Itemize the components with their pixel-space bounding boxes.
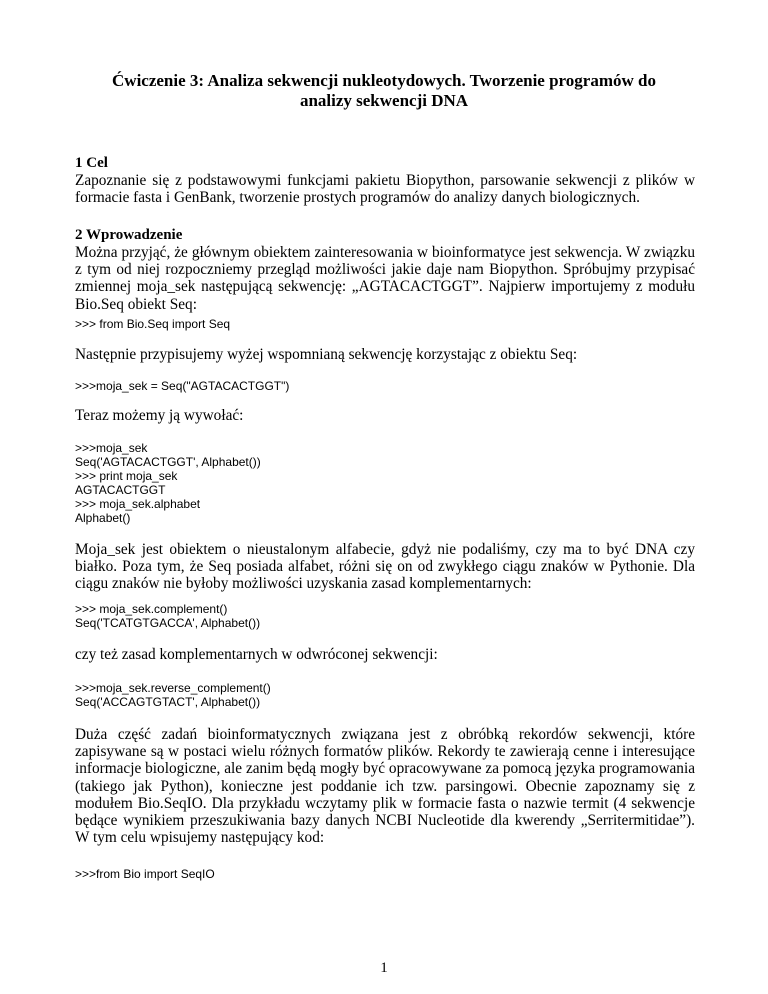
section-text: Zapoznanie się z podstawowymi funkcjami pakietu Biopython, parsowanie sekwencji z plików w formacie fasta i GenBank, tworzenie prostych programów do analizy danych biologicznych.: [75, 172, 695, 207]
paragraph: Duża część zadań bioinformatycznych związana jest z obróbką rekordów sekwencji, które zapisywane są w postaci wielu różnych formatów plików. Rekordy te zawierają cenne i interesujące informacje biologiczne, ale zanim będą mogły być opracowywane za pomocą języka programowania (takiego jak Python), konieczne jest poddanie ich tzw. parsingowi. Obecnie zapoznamy się z modułem Bio.SeqIO. Dla przykładu wczytamy plik w formacie fasta o nazwie termit (4 sekwencje będące wynikiem przeszukiwania bazy danych NCBI Nucleotide dla kwerendy „Serritermitidae”). W tym celu wpisujemy następujący kod:: [75, 726, 695, 847]
code-block: >>>from Bio import SeqIO: [75, 867, 215, 881]
paragraph: Moja_sek jest obiektem o nieustalonym alfabecie, gdyż nie podaliśmy, czy ma to być DNA czy białko. Poza tym, że Seq posiada alfabet, różni się on od zwykłego ciągu znaków w Pythonie. Dla ciągu znaków nie byłoby możliwości uzyskania zasad komplementarnych:: [75, 541, 695, 593]
code-block: >>>moja_sek = Seq("AGTACACTGGT"): [75, 379, 290, 393]
paragraph: Teraz możemy ją wywołać:: [75, 407, 244, 424]
section-text: Można przyjąć, że głównym obiektem zainteresowania w bioinformatyce jest sekwencja. W związku z tym od niej rozpoczniemy przegląd możliwości jakie daje nam Biopython. Spróbujmy przypisać zmiennej moja_sek następującą sekwencję: „AGTACACTGGT”. Najpierw importujemy z modułu Bio.Seq obiekt Seq:: [75, 244, 695, 313]
section-heading: 2 Wprowadzenie: [75, 227, 183, 243]
code-block: >>>moja_sek Seq('AGTACACTGGT', Alphabet()) >>> print moja_sek AGTACACTGGT >>> moja_sek.alphabet Alphabet(): [75, 441, 261, 525]
paragraph: czy też zasad komplementarnych w odwróconej sekwencji:: [75, 646, 438, 663]
section-intro: [75, 227, 695, 313]
code-block: >>> moja_sek.complement() Seq('TCATGTGACCA', Alphabet()): [75, 602, 261, 630]
paragraph: Następnie przypisujemy wyżej wspomnianą sekwencję korzystając z obiektu Seq:: [75, 346, 578, 363]
page-number: 1: [380, 960, 388, 976]
code-block: >>> from Bio.Seq import Seq: [75, 317, 231, 331]
section-goal: [75, 155, 695, 206]
code-block: >>>moja_sek.reverse_complement() Seq('ACCAGTGTACT', Alphabet()): [75, 681, 271, 709]
section-heading: 1 Cel: [75, 155, 108, 171]
document-title: Ćwiczenie 3: Analiza sekwencji nukleotydowych. Tworzenie programów do analizy sekwencji DNA: [112, 71, 656, 110]
